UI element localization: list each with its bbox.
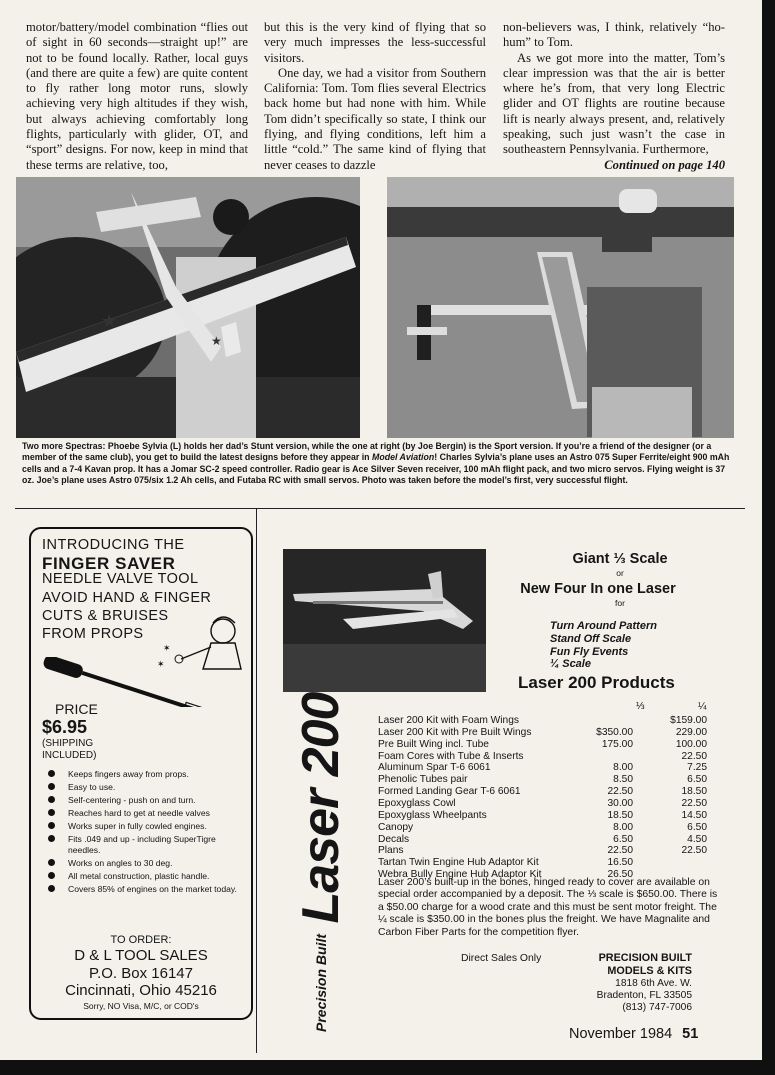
price-label: PRICE <box>55 701 98 717</box>
price-third-scale: 26.50 <box>607 869 633 881</box>
ad-line: NEEDLE VALVE TOOL <box>42 571 199 587</box>
payment-note: Sorry, NO Visa, M/C, or COD's <box>83 1001 199 1011</box>
price-third-scale: $350.00 <box>596 726 633 738</box>
caption-text: Two more Spectras: Phoebe Sylvia (L) holds her dad’s Stunt version, while the one at right (by Joe Bergin) is the Sport version. If you’re a friend of the designer (or a member of the same club), you get to build the latest designs before they appear in <box>22 441 712 463</box>
price-quarter-scale: 229.00 <box>675 726 707 738</box>
price-quarter-scale: 18.50 <box>681 786 707 798</box>
table-row <box>378 786 713 798</box>
svg-text:★: ★ <box>101 311 118 331</box>
divider <box>15 508 745 509</box>
product-name: Laser 200 Kit with Pre Built Wings <box>378 726 532 738</box>
ad-headline: Giant ⅓ Scale <box>572 551 668 567</box>
article-paragraph: non-believers was, I think, relatively “ho-hum” to Tom. <box>503 20 725 50</box>
list-item: Keeps fingers away from props. <box>46 769 241 780</box>
table-row <box>378 810 713 822</box>
company-name: PRECISION BUILT <box>598 952 692 964</box>
direct-sales: Direct Sales Only <box>461 953 542 964</box>
price-quarter-scale: $159.00 <box>670 715 707 726</box>
price-quarter-scale: 6.50 <box>687 821 707 833</box>
table-row <box>378 845 713 857</box>
company-name: MODELS & KITS <box>607 965 692 977</box>
issue-date: November 1984 <box>569 1026 673 1042</box>
ad-line: FROM PROPS <box>42 626 144 642</box>
laser-200-photo <box>283 549 486 692</box>
price-quarter-scale: 7.25 <box>687 762 707 774</box>
table-row <box>378 834 713 846</box>
photo-joe-bergin <box>387 177 734 438</box>
list-item: Works super in fully cowled engines. <box>46 821 241 832</box>
page-footer <box>569 1026 698 1042</box>
list-item: Reaches hard to get at needle valves <box>46 808 241 819</box>
price-quarter-scale: 4.50 <box>687 833 707 845</box>
brand-tagline: Precision Built <box>313 933 329 1032</box>
finger-saver-ad <box>29 527 253 1020</box>
list-item: Self-centering - push on and turn. <box>46 795 241 806</box>
ad-line: AVOID HAND & FINGER <box>42 590 212 606</box>
article-paragraph: motor/battery/model combination “flies out of sight in 60 seconds—straight up!” are not to be found locally. Rather, local guys (and there are quite a few) are quite content to fly rather long motor runs, slowly achieving very high altitudes if they wish, but always achieving comfortably long flights, particularly with glider, OT, and “sport” designs. For now, keep in mind that these terms are relative, too, <box>26 20 248 172</box>
continued-note: Continued on page 140 <box>604 157 725 172</box>
table-row <box>378 739 713 751</box>
ad-feature: Turn Around Pattern <box>550 620 657 632</box>
ad-headline: New Four In one Laser <box>520 581 676 597</box>
phone: (813) 747-7006 <box>622 1002 692 1013</box>
page-number: 51 <box>682 1026 699 1042</box>
bullet-icon <box>48 796 55 803</box>
ad-description: Laser 200’s built-up in the bones, hinged ready to cover are available on special order accompanied by a deposit. The ⅓ scale is $650.00. There is a $50.00 charge for a wood crate and this must be sent motor freight. The ¼ scale is $350.00 in the bones plus the freight. We have Magnalite and Carbon Fiber Parts for the competition flyer. <box>378 877 718 938</box>
price-quarter-scale: 22.50 <box>681 797 707 809</box>
price-third-scale: 8.00 <box>613 821 633 833</box>
article-paragraph: but this is the very kind of flying that so very much impresses the less-successful visitors. <box>264 20 486 65</box>
street: 1818 6th Ave. W. <box>615 978 692 989</box>
po-box: P.O. Box 16147 <box>89 965 193 982</box>
article-column-3 <box>503 20 725 173</box>
price-third-scale: 6.50 <box>613 833 633 845</box>
price-third-scale: 8.00 <box>613 762 633 774</box>
table-row <box>378 774 713 786</box>
bullet-icon <box>48 770 55 777</box>
city: Cincinnati, Ohio 45216 <box>65 982 217 999</box>
svg-text:✶: ✶ <box>157 659 165 669</box>
product-name: FINGER SAVER <box>42 554 176 573</box>
product-name: Tartan Twin Engine Hub Adaptor Kit <box>378 857 539 869</box>
price-third-scale: 175.00 <box>601 738 633 750</box>
list-item: Easy to use. <box>46 782 241 793</box>
table-row <box>378 822 713 834</box>
ad-line: CUTS & BRUISES <box>42 608 169 624</box>
product-name: Aluminum Spar T-6 6061 <box>378 762 491 774</box>
table-row <box>378 798 713 810</box>
product-name: Pre Built Wing incl. Tube <box>378 738 489 750</box>
price-quarter-scale: 100.00 <box>675 738 707 750</box>
photo-joe-bergin-image <box>387 177 734 438</box>
product-name: Decals <box>378 833 410 845</box>
price-quarter-scale: 6.50 <box>687 774 707 786</box>
list-item: Works on angles to 30 deg. <box>46 858 241 869</box>
bullet-icon <box>48 885 55 892</box>
list-item: Fits .049 and up - including SuperTigre needles. <box>46 834 241 855</box>
bullet-icon <box>48 859 55 866</box>
product-name: Epoxyglass Cowl <box>378 797 456 809</box>
to-order-label: TO ORDER: <box>110 934 172 946</box>
article-column-1 <box>26 20 248 173</box>
brand-name: Laser 200 <box>292 692 350 924</box>
feature-list <box>46 769 241 897</box>
photo-phoebe-sylvia-image <box>16 177 360 438</box>
caption-text: ! Charles Sylvia’s plane uses an Astro 075 Super Ferrite/eight 900 mAh cells and a 7-4 Kavan prop. It has a Jomar SC-2 speed controller. Radio gear is Ace Silver Seven receiver, 100 mAh flight pack, and two micro servos. Flying weight is 37 oz. Joe’s plane uses Astro 075/six 1.2 Ah cells, and Futaba RC with small servos. Photo was taken before the model’s first, very successful flight. <box>22 452 730 486</box>
product-name: Formed Landing Gear T-6 6061 <box>378 786 521 798</box>
price-third-scale: 22.50 <box>607 786 633 798</box>
price-quarter-scale: 14.50 <box>681 809 707 821</box>
product-name: Foam Cores with Tube & Inserts <box>378 750 524 762</box>
ad-or: or <box>616 568 624 578</box>
products-title: Laser 200 Products <box>518 673 675 692</box>
bullet-icon <box>48 835 55 842</box>
price-third-scale: 8.50 <box>613 774 633 786</box>
svg-text:✶: ✶ <box>163 643 171 653</box>
ad-feature: Stand Off Scale <box>550 633 632 645</box>
ad-intro: INTRODUCING THE <box>42 537 185 553</box>
product-name: Webra Bully Engine Hub Adaptor Kit <box>378 869 542 881</box>
product-name: Canopy <box>378 821 414 833</box>
product-name: Laser 200 Kit with Foam Wings <box>378 715 519 726</box>
product-name: Phenolic Tubes pair <box>378 774 468 786</box>
price-third-scale: 16.50 <box>607 857 633 869</box>
price-third-scale: 30.00 <box>607 797 633 809</box>
table-row <box>378 715 713 727</box>
needle-valve-tool-image <box>41 657 236 707</box>
svg-text:★: ★ <box>211 334 222 348</box>
photo-phoebe-sylvia <box>16 177 360 438</box>
laser-200-plane-image <box>283 549 486 692</box>
article-paragraph: One day, we had a visitor from Southern California: Tom. Tom flies several Electrics back home but had none with him. While Tom didn’t specifically so state, I think our flying, and flying conditions, left him a little “cold.” The same kind of flying that never ceases to dazzle <box>264 65 486 172</box>
bullet-icon <box>48 822 55 829</box>
company-address <box>560 952 692 1014</box>
bullet-icon <box>48 783 55 790</box>
ad-feature: ¼ Scale <box>550 658 591 670</box>
bullet-icon <box>48 809 55 816</box>
city: Bradenton, FL 33505 <box>596 990 692 1001</box>
bullet-icon <box>48 872 55 879</box>
list-item: Covers 85% of engines on the market today. <box>46 884 241 895</box>
product-name: Plans <box>378 845 404 857</box>
table-row <box>378 857 713 869</box>
divider <box>256 508 257 1053</box>
price-third-scale: 18.50 <box>607 809 633 821</box>
company-name: D & L TOOL SALES <box>74 947 208 964</box>
product-name: Epoxyglass Wheelpants <box>378 809 487 821</box>
price-third-scale: 22.50 <box>607 845 633 857</box>
price-quarter-scale: 22.50 <box>681 750 707 762</box>
article-paragraph: As we got more into the matter, Tom’s clear impression was that the air is better where he’s from, that very long Electric glider and OT flights are routine because lift is nearly always present, and, relatively speaking, such just wasn’t the case in southeastern Pennsylvania. Furthermore, <box>503 50 725 157</box>
list-item: All metal construction, plastic handle. <box>46 871 241 882</box>
caption-magazine: Model Aviation <box>372 452 435 463</box>
ad-feature: Fun Fly Events <box>550 646 629 658</box>
table-row <box>378 751 713 763</box>
ad-for: for <box>615 598 625 608</box>
table-row <box>378 762 713 774</box>
column-header: ⅓ <box>636 701 645 712</box>
column-header: ¼ <box>698 701 707 712</box>
photo-caption <box>22 441 732 487</box>
laser-200-logo <box>292 692 350 1032</box>
table-row <box>378 727 713 739</box>
price-quarter-scale: 22.50 <box>681 845 707 857</box>
article-column-2 <box>264 20 486 173</box>
price: $6.95 <box>42 717 88 737</box>
shipping-note: (SHIPPING INCLUDED) <box>42 738 97 761</box>
